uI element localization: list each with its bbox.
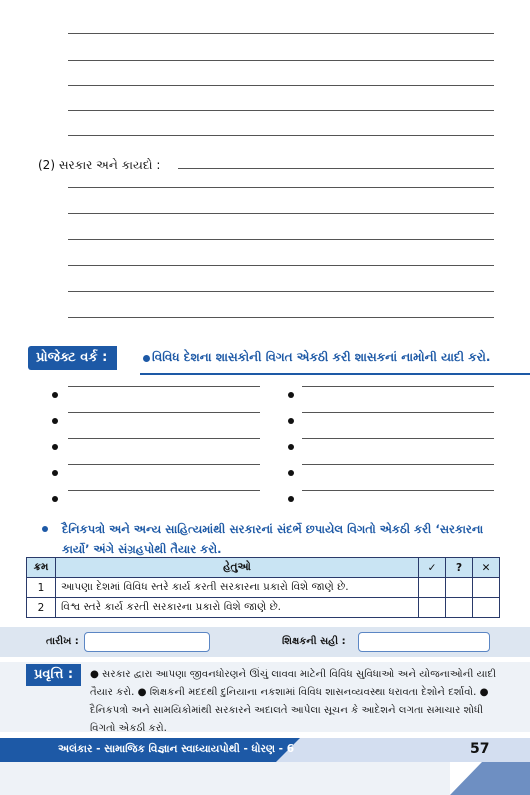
writing-line[interactable] xyxy=(302,412,494,413)
writing-line[interactable] xyxy=(68,33,494,34)
teacher-sign-label: શિક્ષકની સહી : xyxy=(282,636,346,647)
writing-line[interactable] xyxy=(302,438,494,439)
tick-cell[interactable] xyxy=(419,578,446,598)
bullet-icon xyxy=(143,355,150,362)
writing-line[interactable] xyxy=(68,464,260,465)
bullet-icon xyxy=(52,470,58,476)
teacher-sign-field[interactable] xyxy=(358,632,490,652)
writing-line[interactable] xyxy=(68,265,494,266)
bullet-icon xyxy=(288,418,294,424)
bullet-icon xyxy=(288,496,294,502)
bullet-icon xyxy=(52,496,58,502)
table-row: 1 આપણા દેશમાં વિવિધ સ્તરે કાર્ય કરતી સરકારના પ્રકારો વિશે જાણે છે. xyxy=(27,578,500,598)
activity-tab: પ્રવૃત્તિ : xyxy=(26,664,81,686)
date-label: તારીખ : xyxy=(46,636,79,647)
bullet-icon xyxy=(288,470,294,476)
writing-line[interactable] xyxy=(68,239,494,240)
writing-line[interactable] xyxy=(68,85,494,86)
answer-line[interactable] xyxy=(178,168,494,169)
cross-cell[interactable] xyxy=(473,578,500,598)
bullet-icon xyxy=(288,444,294,450)
writing-line[interactable] xyxy=(68,110,494,111)
col-num: ક્રમ xyxy=(27,558,56,578)
cross-icon: ✕ xyxy=(473,558,500,578)
writing-line[interactable] xyxy=(68,135,494,136)
question-cell[interactable] xyxy=(446,578,473,598)
bullet-icon xyxy=(52,392,58,398)
writing-line[interactable] xyxy=(68,291,494,292)
check-icon: ✓ xyxy=(419,558,446,578)
writing-line[interactable] xyxy=(68,412,260,413)
writing-line[interactable] xyxy=(68,60,494,61)
writing-line[interactable] xyxy=(68,317,494,318)
self-assessment-table xyxy=(26,557,500,618)
question-icon: ? xyxy=(446,558,473,578)
question-cell[interactable] xyxy=(446,598,473,618)
writing-line[interactable] xyxy=(302,386,494,387)
project-instruction: વિવિધ દેશના શાસકોની વિગત એકઠી કરી શાસકનાં નામોની યાદી કરો. xyxy=(152,350,491,364)
scrapbook-note: દૈનિકપત્રો અને અન્ય સાહિત્યમાંથી સરકારનાં સંદર્ભે છપાયેલ વિગતો એકઠી કરી ‘સરકારના કાર્યો’ અંગે સંગ્રહપોથી તૈયાર કરો. xyxy=(62,522,484,556)
question-2-label: (2) સરકાર અને કાયદો : xyxy=(38,158,161,172)
table-row: 2 વિશ્વ સ્તરે કાર્ય કરતી સરકારના પ્રકારો વિશે જાણે છે. xyxy=(27,598,500,618)
footer-book-title: અલંકાર - સામાજિક વિજ્ઞાન સ્વાધ્યાયપોથી - ધોરણ - 6 xyxy=(58,743,294,755)
activity-text: ● સરકાર દ્વારા આપણા જીવનધોરણને ઊંચું લાવવા માટેની વિવિધ સુવિધાઓ અને યોજનાઓની યાદી તૈયાર કરો. ● શિક્ષકની મદદથી દુનિયાના નકશામાં વિવિધ શાસનવ્યવસ્થા ધરાવતા દેશોને દર્શાવો. ● દૈનિકપત્રો અને સામયિકોમાંથી સરકારને અદાલતે આપેલા સૂચન કે આદેશને લગતા સમાચાર શોધી વિગતો એકઠી કરો. xyxy=(90,669,497,734)
bullet-icon xyxy=(42,526,48,532)
tick-cell[interactable] xyxy=(419,598,446,618)
col-goal: હેતુઓ xyxy=(56,558,419,578)
writing-line[interactable] xyxy=(68,438,260,439)
bottom-strip xyxy=(0,762,450,795)
bullet-icon xyxy=(288,392,294,398)
date-field[interactable] xyxy=(84,632,210,652)
corner-decoration xyxy=(450,762,530,795)
writing-line[interactable] xyxy=(68,386,260,387)
writing-line[interactable] xyxy=(68,187,494,188)
project-work-tab: પ્રોજેક્ટ વર્ક : xyxy=(28,346,117,370)
page-number: 57 xyxy=(470,741,490,757)
bullet-icon xyxy=(52,444,58,450)
writing-line[interactable] xyxy=(68,213,494,214)
writing-line[interactable] xyxy=(302,464,494,465)
cross-cell[interactable] xyxy=(473,598,500,618)
bullet-icon xyxy=(52,418,58,424)
writing-line[interactable] xyxy=(302,490,494,491)
writing-line[interactable] xyxy=(68,490,260,491)
